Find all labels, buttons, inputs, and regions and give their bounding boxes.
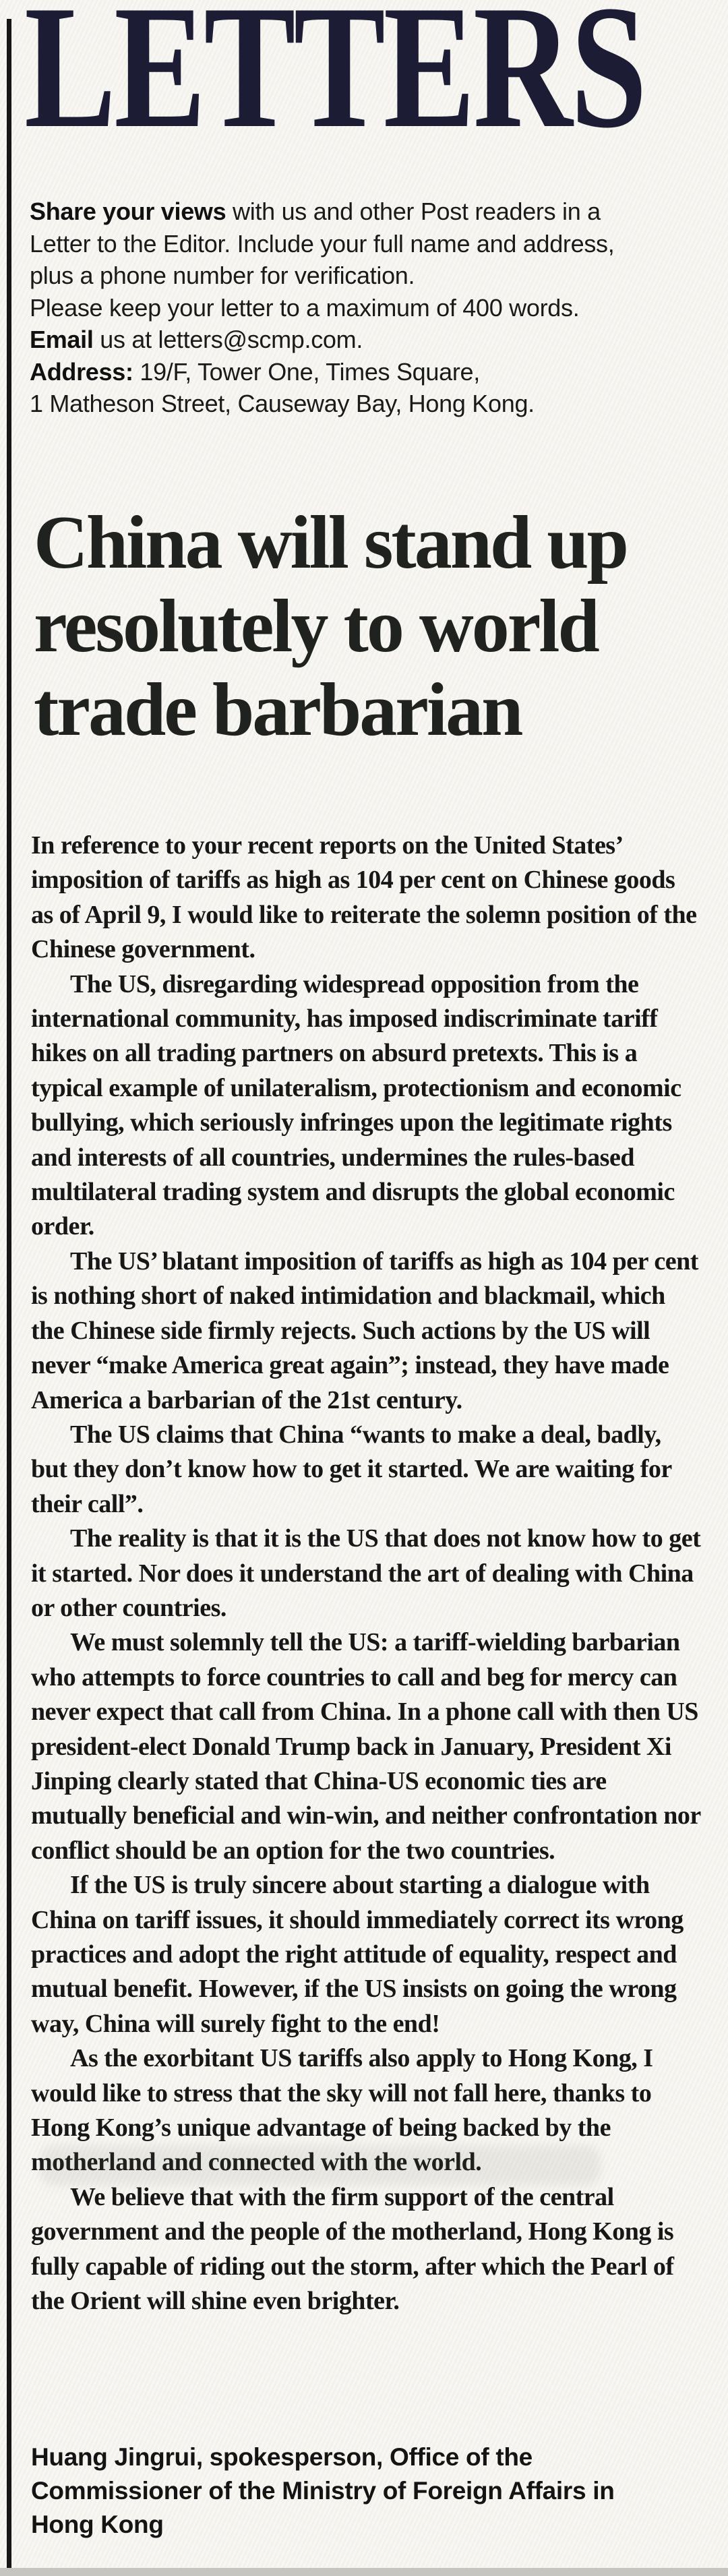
- signature-line: Hong Kong: [31, 2511, 164, 2538]
- body-paragraph: As the exorbitant US tariffs also apply to Hong Kong, I would like to stress that the sky will not fall here, thanks to Hong Kong’s unique advantage of being backed by the motherland and connected with the world.: [31, 2044, 653, 2177]
- intro-line-text: Letter to the Editor. Include your full name and address,: [30, 229, 615, 258]
- page-bottom-scan-edge: [0, 2568, 728, 2576]
- body-paragraph: The US claims that China “wants to make a deal, badly, but they don’t know how to get it started. We are waiting for their call”.: [31, 1420, 672, 1518]
- intro-line-email: [30, 324, 710, 356]
- signature-line: Commissioner of the Ministry of Foreign Affairs in: [31, 2477, 615, 2505]
- body-paragraph: In reference to your recent reports on the United States’ imposition of tariffs as high as 104 per cent on Chinese goods as of April 9, I would like to reiterate the solemn position of the Chinese government.: [31, 831, 697, 964]
- letter-body: [31, 829, 701, 2318]
- intro-line-text: Please keep your letter to a maximum of 400 words.: [30, 293, 580, 322]
- intro-line-label: Address:: [30, 357, 133, 386]
- left-column-rule: [7, 19, 11, 2569]
- intro-line-text: 19/F, Tower One, Times Square,: [133, 357, 480, 386]
- body-paragraph: The reality is that it is the US that does not know how to get it started. Nor does it understand the art of dealing with China or other countries.: [31, 1524, 701, 1622]
- intro-line: [30, 228, 710, 260]
- body-paragraph: The US’ blatant imposition of tariffs as high as 104 per cent is nothing short of naked intimidation and blackmail, which the Chinese side firmly rejects. Such actions by the US will never “make America great again”; instead, they have made America a barbarian of the 21st century.: [31, 1247, 698, 1414]
- letters-section-masthead: LETTERS: [24, 0, 645, 164]
- intro-line-label: Email: [30, 326, 94, 353]
- letter-headline: China will stand up resolutely to world trade barbarian: [34, 501, 627, 752]
- intro-line-label: Share your views: [30, 198, 226, 225]
- letters-submission-info: [30, 196, 710, 420]
- body-paragraph: We believe that with the firm support of the central government and the people of the motherland, Hong Kong is fully capable of riding out the storm, after which the Pearl of the Orient will shine even brighter.: [31, 2182, 674, 2316]
- signature-line: Huang Jingrui, spokesperson, Office of the: [31, 2443, 533, 2471]
- body-paragraph: We must solemnly tell the US: a tariff-wielding barbarian who attempts to force countries to call and beg for mercy can never expect that call from China. In a phone call with then US president-elect Donald Trump back in January, President Xi Jinping clearly stated that China-US economic ties are mutually beneficial and win-win, and neither confrontation nor conflict should be an option for the two countries.: [31, 1628, 701, 1865]
- intro-line: [30, 260, 710, 292]
- intro-line-address: [30, 356, 710, 388]
- body-paragraph: If the US is truly sincere about starting a dialogue with China on tariff issues, it should immediately correct its wrong practices and adopt the right attitude of equality, respect and mutual benefit. However, if the US insists on going the wrong way, China will surely fight to the end!: [31, 1871, 684, 2038]
- intro-line: [30, 388, 710, 420]
- body-paragraph: The US, disregarding widespread opposition from the international community, has imposed indiscriminate tariff hikes on all trading partners on absurd pretexts. This is a typical example of unilateralism, protectionism and economic bullying, which seriously infringes upon the legitimate rights and interests of all countries, undermines the rules-based multilateral trading system and disrupts the global economic order.: [31, 969, 681, 1241]
- intro-line: [30, 292, 710, 324]
- intro-line-text: 1 Matheson Street, Causeway Bay, Hong Kong.: [30, 390, 535, 417]
- intro-line-text: us at letters@scmp.com.: [93, 326, 363, 353]
- intro-line-text: with us and other Post readers in a: [226, 198, 601, 225]
- intro-line-text: plus a phone number for verification.: [30, 262, 415, 289]
- letter-signature: [31, 2440, 705, 2542]
- intro-line: [30, 196, 710, 228]
- scan-smudge-artifact: [40, 2146, 600, 2185]
